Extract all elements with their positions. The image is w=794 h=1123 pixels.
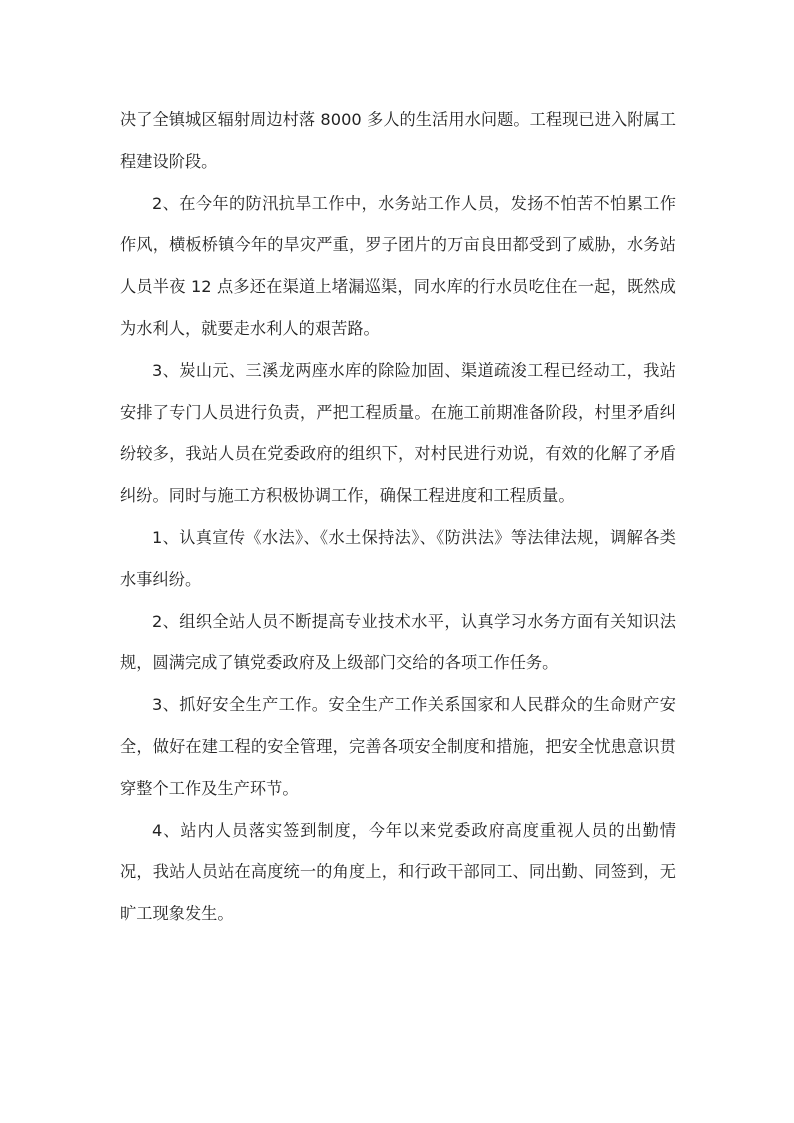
paragraph-2: 2、在今年的防汛抗旱工作中，水务站工作人员，发扬不怕苦不怕累工作作风，横板桥镇今年的旱灾严重，罗子团片的万亩良田都受到了威胁，水务站人员半夜 12 点多还在渠道上堵漏巡渠，同水库的行水员吃住在一起，既然成为水利人，就要走水利人的艰苦路。 [120,193,676,338]
paragraph-3: 3、炭山元、三溪龙两座水库的除险加固、渠道疏浚工程已经动工，我站安排了专门人员进行负责，严把工程质量。在施工前期准备阶段，村里矛盾纠纷较多，我站人员在党委政府的组织下，对村民进行劝说，有效的化解了矛盾纠纷。同时与施工方积极协调工作，确保工程进度和工程质量。 [120,360,676,506]
paragraph-6: 3、抓好安全生产工作。安全生产工作关系国家和人民群众的生命财产安全，做好在建工程的安全管理，完善各项安全制度和措施，把安全忧患意识贯穿整个工作及生产环节。 [120,695,676,798]
document-body [120,99,676,935]
paragraph-5: 2、组织全站人员不断提高专业技术水平，认真学习水务方面有关知识法规，圆满完成了镇党委政府及上级部门交给的各项工作任务。 [120,611,676,673]
paragraph-1: 决了全镇城区辐射周边村落 8000 多人的生活用水问题。工程现已进入附属工程建设阶段。 [120,110,676,171]
paragraph-7: 4、站内人员落实签到制度，今年以来党委政府高度重视人员的出勤情况，我站人员站在高度统一的角度上，和行政干部同工、同出勤、同签到，无旷工现象发生。 [120,820,676,924]
paragraph-4: 1、认真宣传《水法》、《水土保持法》、《防洪法》等法律法规，调解各类水事纠纷。 [120,527,676,589]
